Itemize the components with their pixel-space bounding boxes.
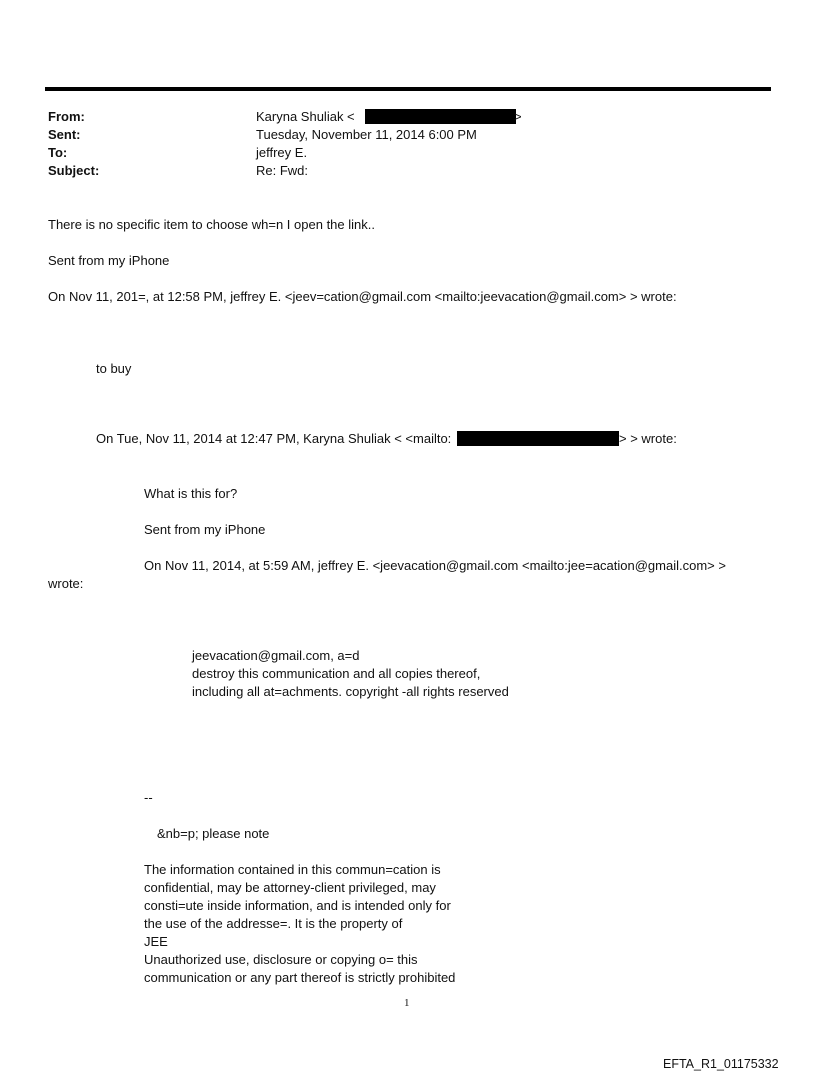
disclaimer-line: the use of the addresse=. It is the property of bbox=[144, 916, 403, 931]
body-line: Sent from my iPhone bbox=[48, 253, 170, 268]
sent-label: Sent: bbox=[48, 127, 81, 142]
quote-header: On Tue, Nov 11, 2014 at 12:47 PM, Karyna Shuliak < <mailto: bbox=[96, 431, 452, 446]
document-id: EFTA_R1_01175332 bbox=[663, 1057, 779, 1071]
body-line: &nb=p; please note bbox=[157, 826, 270, 841]
quote-header-end: > > wrote: bbox=[619, 431, 677, 446]
signature-separator: -- bbox=[144, 790, 153, 805]
body-line: including all at=achments. copyright -all rights reserved bbox=[192, 684, 509, 699]
disclaimer-line: consti=ute inside information, and is intended only for bbox=[144, 898, 451, 913]
quote-header: On Nov 11, 2014, at 5:59 AM, jeffrey E. <jeevacation@gmail.com <mailto:jee=acation@gmail.com> > bbox=[144, 558, 726, 573]
body-line: What is this for? bbox=[144, 486, 238, 501]
from-value: Karyna Shuliak < bbox=[256, 109, 355, 124]
to-label: To: bbox=[48, 145, 68, 160]
disclaimer-line: JEE bbox=[144, 934, 168, 949]
body-line: destroy this communication and all copies thereof, bbox=[192, 666, 481, 681]
redaction-box bbox=[365, 109, 516, 124]
body-line: There is no specific item to choose wh=n I open the link.. bbox=[48, 217, 375, 232]
disclaimer-line: The information contained in this commun=cation is bbox=[144, 862, 441, 877]
quote-header: On Nov 11, 201=, at 12:58 PM, jeffrey E. <jeev=cation@gmail.com <mailto:jeevacation@gmail.com> > wrote: bbox=[48, 289, 677, 304]
disclaimer-line: Unauthorized use, disclosure or copying o= this bbox=[144, 952, 418, 967]
to-value: jeffrey E. bbox=[256, 145, 308, 160]
subject-value: Re: Fwd: bbox=[256, 163, 309, 178]
disclaimer-line: confidential, may be attorney-client privileged, may bbox=[144, 880, 436, 895]
from-close: > bbox=[514, 109, 522, 124]
body-line: to buy bbox=[96, 361, 132, 376]
header-rule bbox=[45, 87, 771, 91]
sent-value: Tuesday, November 11, 2014 6:00 PM bbox=[256, 127, 477, 142]
disclaimer-line: communication or any part thereof is strictly prohibited bbox=[144, 970, 456, 985]
page-number: 1 bbox=[404, 997, 410, 1009]
from-label: From: bbox=[48, 109, 85, 124]
body-line: jeevacation@gmail.com, a=d bbox=[192, 648, 360, 663]
body-line: Sent from my iPhone bbox=[144, 522, 266, 537]
subject-label: Subject: bbox=[48, 163, 100, 178]
quote-header-end: wrote: bbox=[48, 576, 84, 591]
redaction-box bbox=[457, 431, 619, 446]
